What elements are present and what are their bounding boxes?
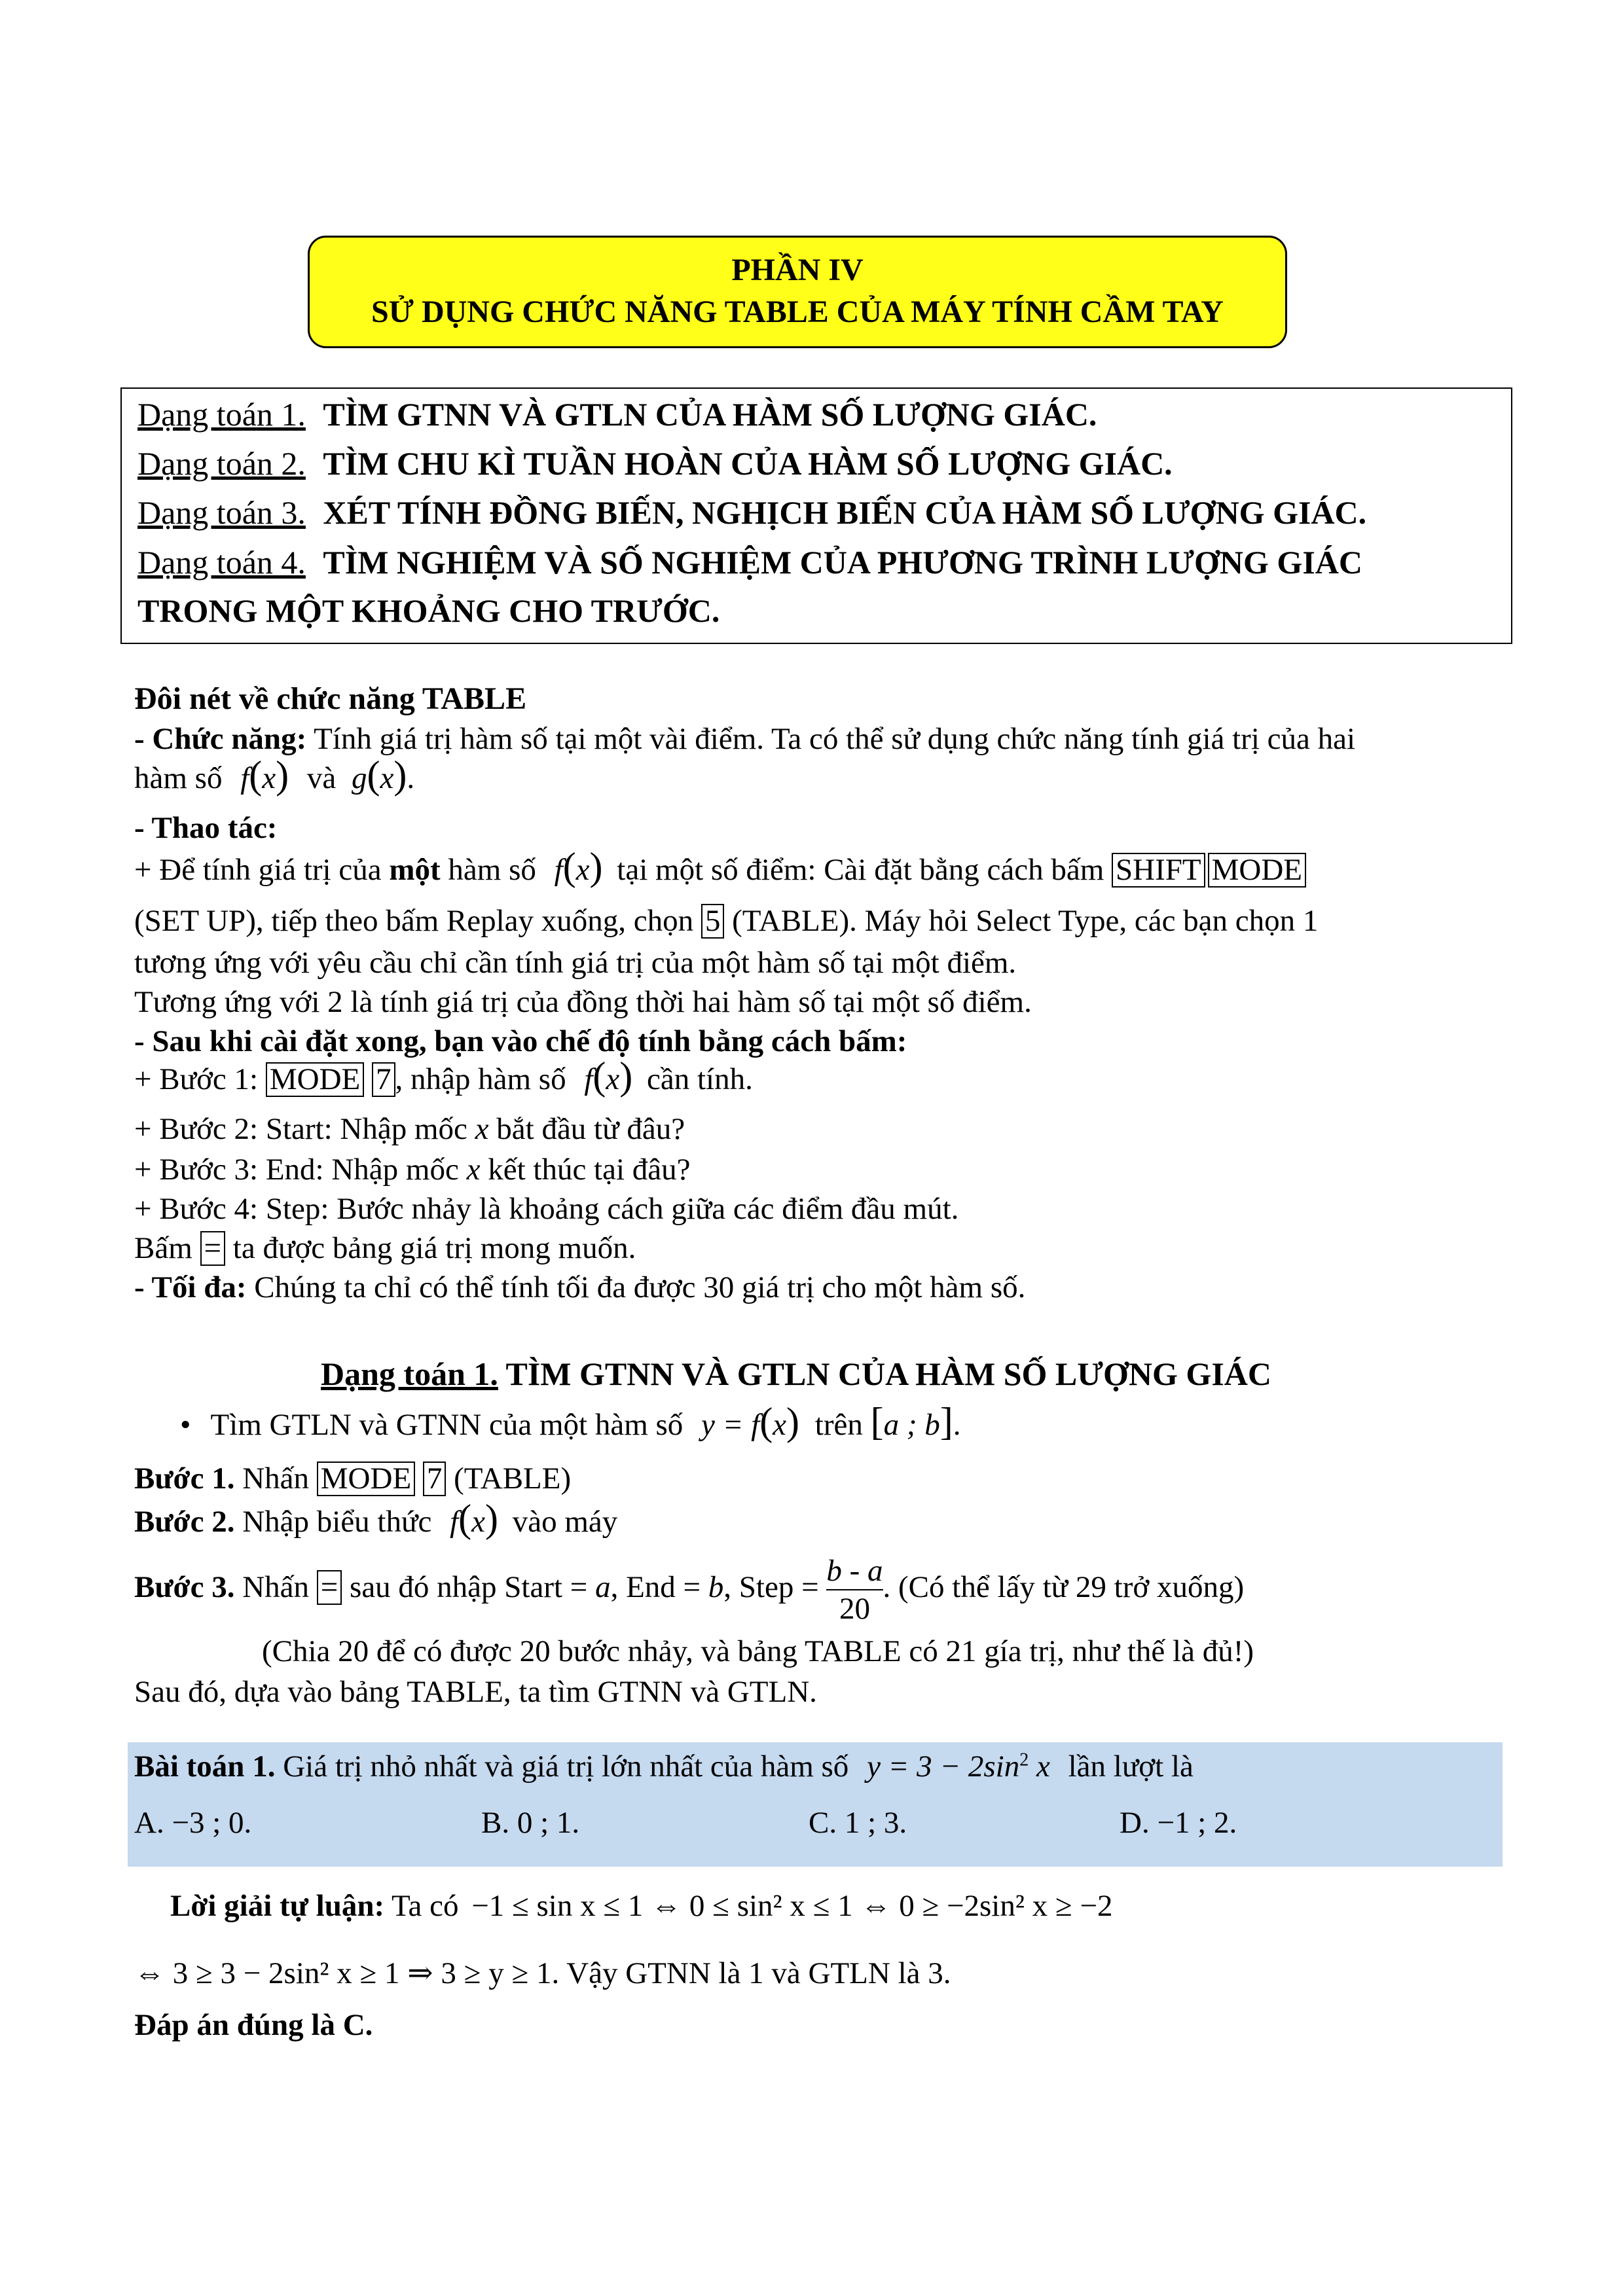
- topic-text: TÌM CHU KÌ TUẦN HOÀN CỦA HÀM SỐ LƯỢNG GIÁC.: [323, 445, 1173, 482]
- option-a: A. −3 ; 0.: [134, 1806, 252, 1840]
- option-c: C. 1 ; 3.: [809, 1806, 907, 1840]
- topic-label: Dạng toán 2.: [137, 445, 306, 482]
- topic-item: [137, 444, 1173, 482]
- topic-text: TÌM NGHIỆM VÀ SỐ NGHIỆM CỦA PHƯƠNG TRÌNH LƯỢNG GIÁC: [323, 544, 1362, 581]
- mode-key: MODE: [1208, 853, 1306, 888]
- equals-key: =: [317, 1570, 342, 1605]
- section-step-3: Bước 3. Nhấn = sau đó nhập Start = a, End = b, Step = $\frac{b - a}{20}$ . (Có thể lấy từ 29 trở xuống): [134, 1554, 1245, 1626]
- setup-instruction-line4: Tương ứng với 2 là tính giá trị của đồng thời hai hàm số tại một số điểm.: [134, 985, 1032, 1019]
- part-number: PHẦN IV: [731, 253, 864, 287]
- after-setup-heading: - Sau khi cài đặt xong, bạn vào chế độ tính bằng cách bấm:: [134, 1024, 907, 1058]
- topics-box: [120, 387, 1512, 644]
- operation-label: - Thao tác:: [134, 811, 278, 845]
- problem-statement: Bài toán 1. Giá trị nhỏ nhất và giá trị lớn nhất của hàm số $y = 3 - 2\sin^2$ x lần lượt là: [134, 1749, 1194, 1784]
- topic-label: Dạng toán 3.: [137, 494, 306, 531]
- setup-instruction: + Để tính giá trị của một hàm số f(x) tại một số điểm: Cài đặt bằng cách bấm SHIFT MODE: [134, 852, 1306, 888]
- option-b: B. 0 ; 1.: [481, 1806, 580, 1840]
- section-step-2: Bước 2. Nhập biểu thức f(x) vào máy: [134, 1497, 618, 1540]
- press-equals: Bấm = ta được bảng giá trị mong muốn.: [134, 1231, 636, 1265]
- step-fraction: $\frac{b - a}{20}$: [826, 1554, 883, 1626]
- function-description-line2: hàm số f(x) và g(x).: [134, 753, 415, 797]
- topic-item: [137, 493, 1366, 531]
- solution-line-2: ⇔ 3 ≥ 3 − 2sin² x ≥ 1 ⇒ 3 ≥ y ≥ 1. Vậy GTNN là 1 và GTLN là 3.: [134, 1956, 951, 1990]
- key-7: 7: [423, 1462, 447, 1496]
- topic-text: XÉT TÍNH ĐỒNG BIẾN, NGHỊCH BIẾN CỦA HÀM SỐ LƯỢNG GIÁC.: [323, 494, 1367, 531]
- step-1: + Bước 1: MODE 7 , nhập hàm số f(x) cần tính.: [134, 1054, 753, 1098]
- setup-instruction-line3: tương ứng với yêu cầu chỉ cần tính giá trị của một hàm số tại một điểm.: [134, 946, 1017, 980]
- solution-line-1: Lời giải tự luận: Ta có −1 ≤ sin x ≤ 1 ⇔ 0 ≤ sin² x ≤ 1 ⇔ 0 ≥ −2sin² x ≥ −2: [170, 1889, 1113, 1923]
- section-header: [308, 236, 1287, 348]
- step-3: + Bước 3: End: Nhập mốc x kết thúc tại đâu?: [134, 1153, 691, 1187]
- topic-label: Dạng toán 4.: [137, 544, 306, 581]
- step-4: + Bước 4: Step: Bước nhảy là khoảng cách giữa các điểm đầu mút.: [134, 1192, 959, 1226]
- section-note: (Chia 20 để có được 20 bước nhảy, và bảng TABLE có 21 gía trị, như thế là đủ!): [262, 1634, 1254, 1668]
- part-title: SỬ DỤNG CHỨC NĂNG TABLE CỦA MÁY TÍNH CẦM TAY: [371, 295, 1224, 329]
- section-title: Dạng toán 1. TÌM GTNN VÀ GTLN CỦA HÀM SỐ LƯỢNG GIÁC: [321, 1355, 1272, 1392]
- key-7: 7: [372, 1062, 395, 1097]
- intro-heading: Đôi nét về chức năng TABLE: [134, 681, 527, 716]
- setup-instruction-line2: (SET UP), tiếp theo bấm Replay xuống, chọn 5 (TABLE). Máy hỏi Select Type, các bạn chọn 1: [134, 904, 1319, 938]
- topic-text: TÌM GTNN VÀ GTLN CỦA HÀM SỐ LƯỢNG GIÁC.: [323, 396, 1097, 433]
- step-2: + Bước 2: Start: Nhập mốc x bắt đầu từ đâu?: [134, 1112, 685, 1146]
- answer: Đáp án đúng là C.: [134, 2008, 373, 2042]
- max-note: - Tối đa: Chúng ta chỉ có thể tính tối đa được 30 giá trị cho một hàm số.: [134, 1270, 1026, 1304]
- mode-key: MODE: [266, 1062, 364, 1097]
- option-d: D. −1 ; 2.: [1120, 1806, 1237, 1840]
- bullet-item: • Tìm GTLN và GTNN của một hàm số y = f(x) trên [a ; b].: [180, 1400, 961, 1443]
- function-description: - Chức năng: Tính giá trị hàm số tại một vài điểm. Ta có thể sử dụng chức năng tính giá trị của hai: [134, 722, 1356, 756]
- topic-item: [137, 395, 1097, 433]
- topic-item: [137, 543, 1362, 581]
- topic-label: Dạng toán 1.: [137, 396, 306, 433]
- mode-key: MODE: [317, 1462, 415, 1496]
- section-after: Sau đó, dựa vào bảng TABLE, ta tìm GTNN và GTLN.: [134, 1675, 817, 1709]
- equals-key: =: [200, 1231, 226, 1266]
- topic-tail: TRONG MỘT KHOẢNG CHO TRƯỚC.: [137, 592, 720, 629]
- key-5: 5: [701, 904, 725, 939]
- shift-key: SHIFT: [1112, 853, 1205, 888]
- section-step-1: Bước 1. Nhấn MODE 7 (TABLE): [134, 1462, 572, 1496]
